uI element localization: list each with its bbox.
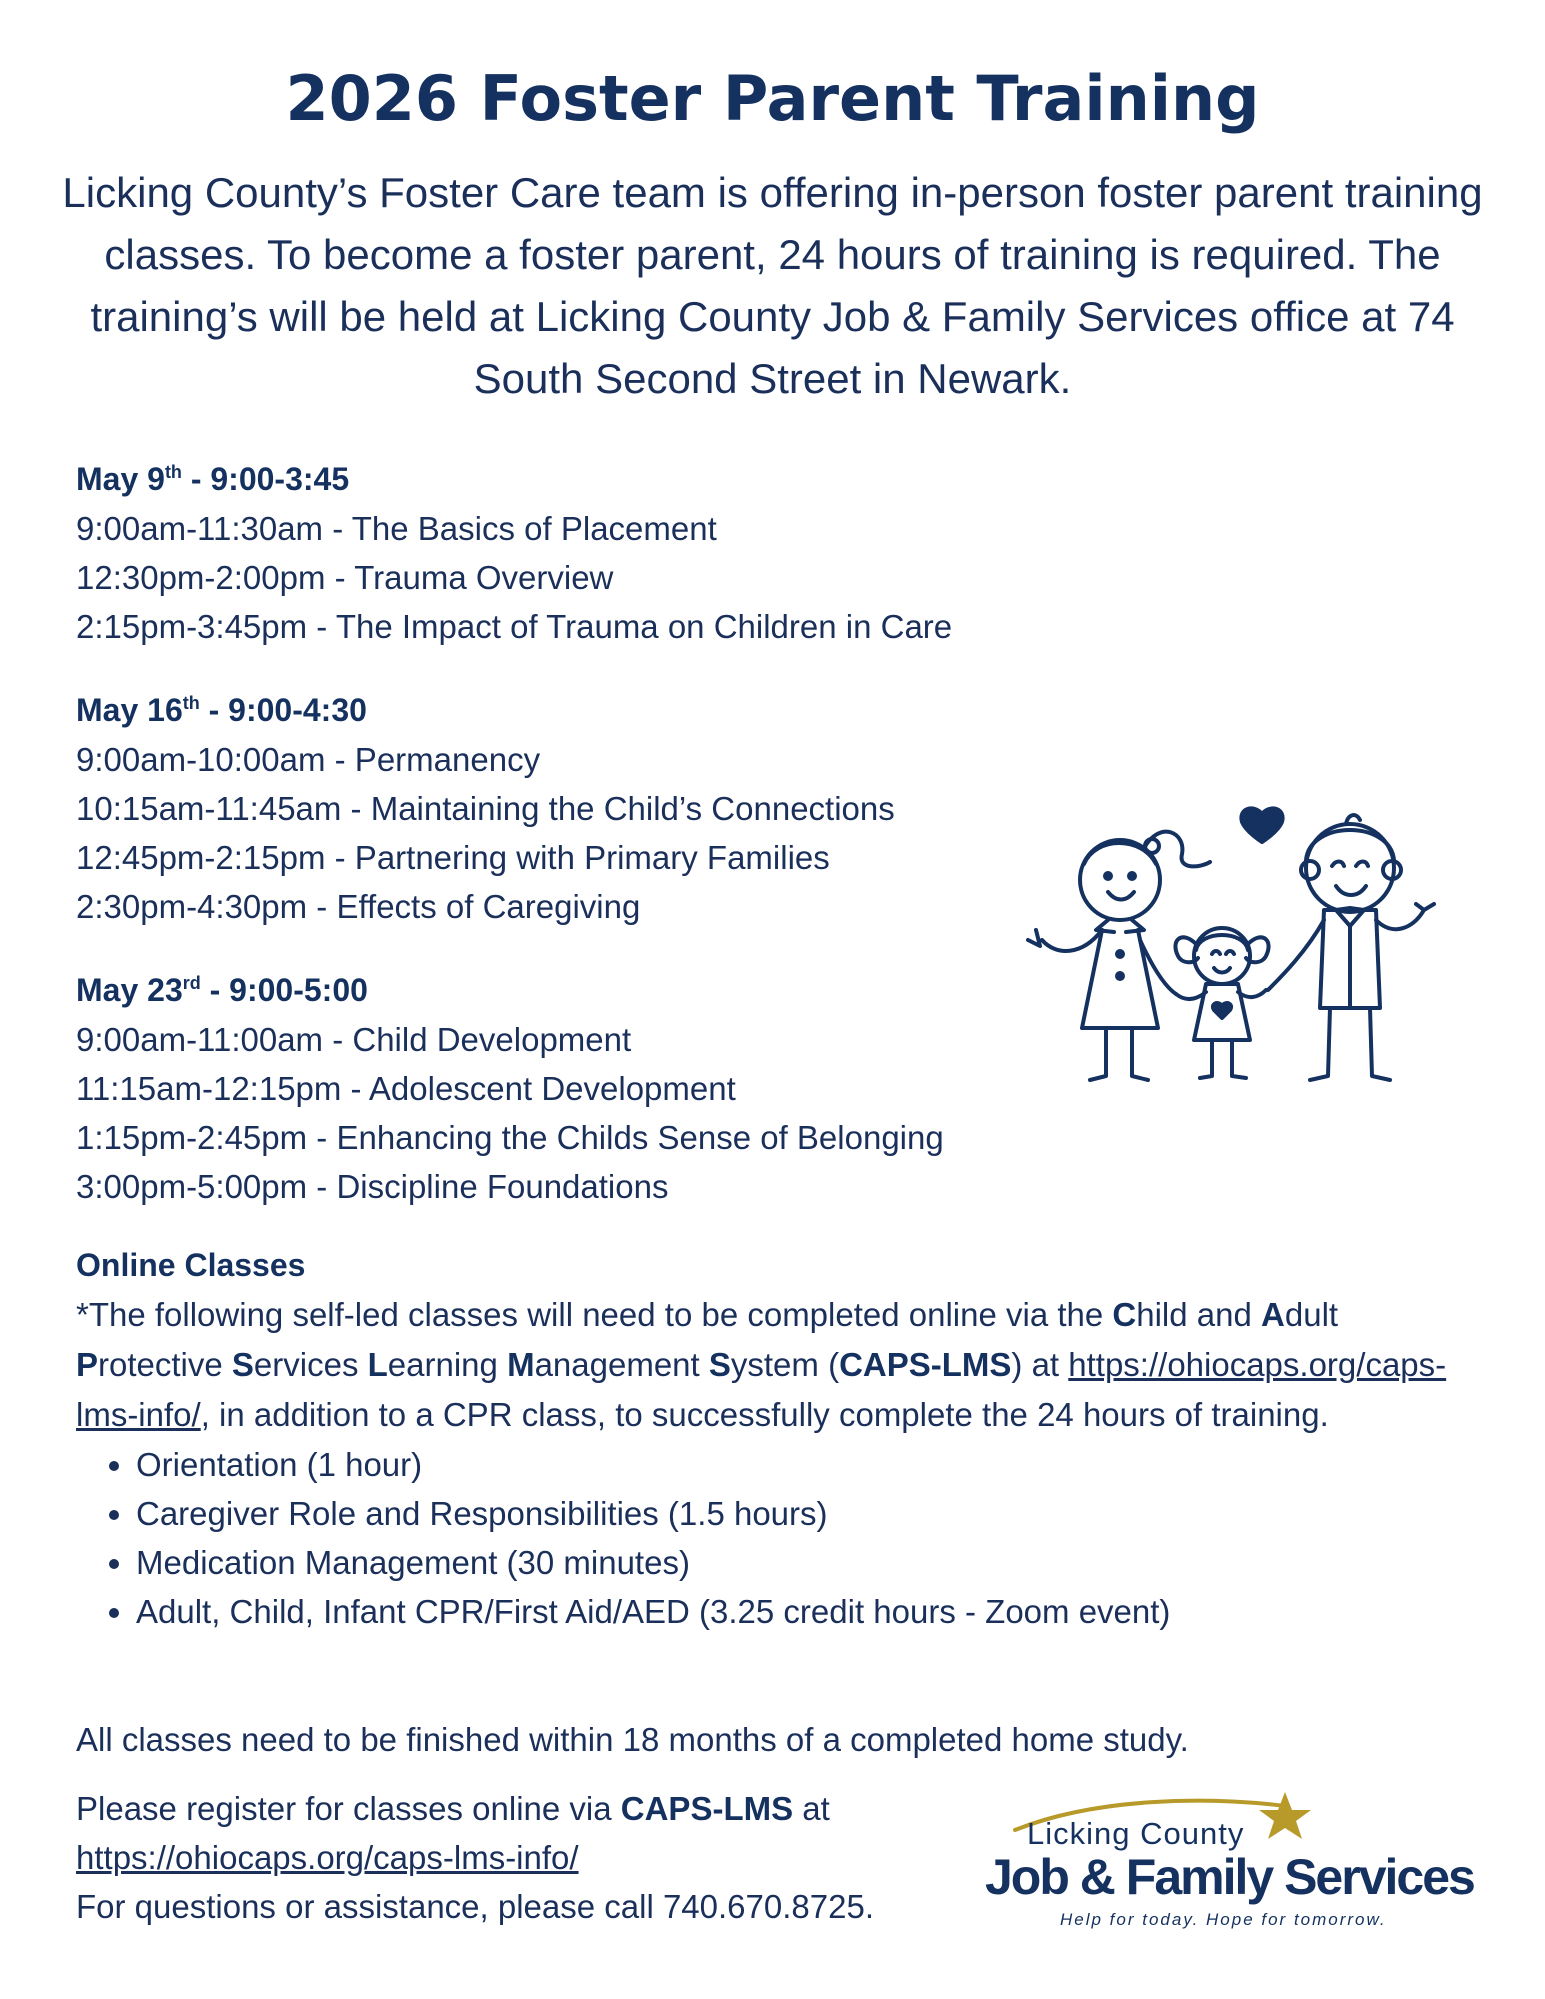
- page-title: 2026 Foster Parent Training: [285, 62, 1260, 135]
- logo-tagline: Help for today. Hope for tomorrow.: [1060, 1910, 1387, 1929]
- online-course-list: [76, 1440, 1476, 1636]
- caps-initial: M: [507, 1346, 535, 1383]
- session-item: 11:15am-12:15pm - Adolescent Development: [76, 1070, 736, 1107]
- list-item: • Orientation (1 hour): [136, 1440, 1476, 1489]
- day-date: May 9: [76, 461, 165, 497]
- family-illustration-icon: [1010, 780, 1500, 1100]
- logo-line-2: Job & Family Services: [985, 1849, 1474, 1905]
- list-item: • Caregiver Role and Responsibilities (1.5 hours): [136, 1489, 1476, 1538]
- session-item: 1:15pm-2:45pm - Enhancing the Childs Sense of Belonging: [76, 1119, 944, 1156]
- day-hours: - 9:00-3:45: [181, 461, 350, 497]
- caps-initial: L: [367, 1346, 388, 1383]
- heart-icon: [1241, 808, 1282, 842]
- caps-word-rest: rotective: [98, 1346, 232, 1383]
- session-item: 9:00am-11:30am - The Basics of Placement: [76, 510, 717, 547]
- star-icon: [1259, 1792, 1311, 1839]
- day-date-suffix: th: [164, 462, 182, 482]
- caps-initial: P: [76, 1346, 99, 1383]
- caps-word-rest: ystem (: [730, 1346, 840, 1383]
- session-item: 12:30pm-2:00pm - Trauma Overview: [76, 559, 614, 596]
- register-text: Please register for classes online via: [76, 1790, 621, 1827]
- online-text-start: *The following self-led classes will need to be completed online via the: [76, 1296, 1113, 1333]
- caps-lms-link[interactable]: https://ohiocaps.org/caps-lms-info/: [76, 1346, 1447, 1433]
- caps-word-rest: earning: [387, 1346, 508, 1383]
- completion-note: All classes need to be finished within 18 months of a completed home study.: [76, 1721, 1189, 1758]
- register-line: [76, 1784, 874, 1833]
- day-date: May 23: [76, 972, 183, 1008]
- caps-word-rest: ervices: [253, 1346, 368, 1383]
- caps-word-rest: dult: [1284, 1296, 1339, 1333]
- session-item: 9:00am-10:00am - Permanency: [76, 741, 541, 778]
- day-hours: - 9:00-5:00: [200, 972, 368, 1008]
- day-heading: [76, 685, 1056, 735]
- caps-word-rest: anagement: [534, 1346, 709, 1383]
- online-text-at: ) at: [1011, 1346, 1069, 1383]
- register-section: [76, 1784, 874, 1931]
- day-date: May 16: [76, 692, 183, 728]
- caps-lms-acronym: CAPS-LMS: [620, 1790, 794, 1827]
- caps-initial: S: [231, 1346, 254, 1383]
- day-heading: [76, 454, 1056, 504]
- session-item: 3:00pm-5:00pm - Discipline Foundations: [76, 1168, 669, 1205]
- online-text-end: , in addition to a CPR class, to successfully complete the 24 hours of training.: [200, 1396, 1329, 1433]
- day-date-suffix: rd: [182, 973, 201, 993]
- caps-initial: C: [1112, 1296, 1137, 1333]
- online-classes-heading: Online Classes: [76, 1247, 306, 1283]
- session-item: 2:30pm-4:30pm - Effects of Caregiving: [76, 888, 641, 925]
- heart-small-icon: [1213, 1003, 1231, 1018]
- day-block: [76, 965, 1056, 1211]
- caps-word-rest: hild and: [1136, 1296, 1262, 1333]
- online-classes-description: [76, 1290, 1476, 1440]
- register-text-at: at: [793, 1790, 830, 1827]
- register-link[interactable]: https://ohiocaps.org/caps-lms-info/: [76, 1839, 579, 1876]
- day-heading: [76, 965, 1056, 1015]
- contact-line: For questions or assistance, please call 740.670.8725.: [76, 1888, 874, 1925]
- intro-paragraph: Licking County’s Foster Care team is offering in-person foster parent training classes. To become a foster parent, 24 hours of training is required. The training’s will be held at Licking County Job & Family Services office at 74 South Second Street in Newark.: [62, 169, 1483, 402]
- caps-lms-acronym: CAPS-LMS: [839, 1346, 1012, 1383]
- day-hours: - 9:00-4:30: [199, 692, 367, 728]
- caps-initial: S: [708, 1346, 731, 1383]
- ljfs-logo: [985, 1790, 1485, 1940]
- session-item: 12:45pm-2:15pm - Partnering with Primary Families: [76, 839, 830, 876]
- session-item: 10:15am-11:45am - Maintaining the Child’s Connections: [76, 790, 895, 827]
- session-item: 9:00am-11:00am - Child Development: [76, 1021, 632, 1058]
- day-block: [76, 454, 1056, 651]
- session-item: 2:15pm-3:45pm - The Impact of Trauma on Children in Care: [76, 608, 953, 645]
- list-item: • Medication Management (30 minutes): [136, 1538, 1476, 1587]
- caps-initial: A: [1261, 1296, 1285, 1333]
- day-date-suffix: th: [182, 693, 200, 713]
- schedule: [76, 454, 1056, 1245]
- list-item: • Adult, Child, Infant CPR/First Aid/AED (3.25 credit hours - Zoom event): [136, 1587, 1476, 1636]
- online-classes-section: [76, 1240, 1476, 1636]
- day-block: [76, 685, 1056, 931]
- logo-line-1: Licking County: [1027, 1816, 1245, 1851]
